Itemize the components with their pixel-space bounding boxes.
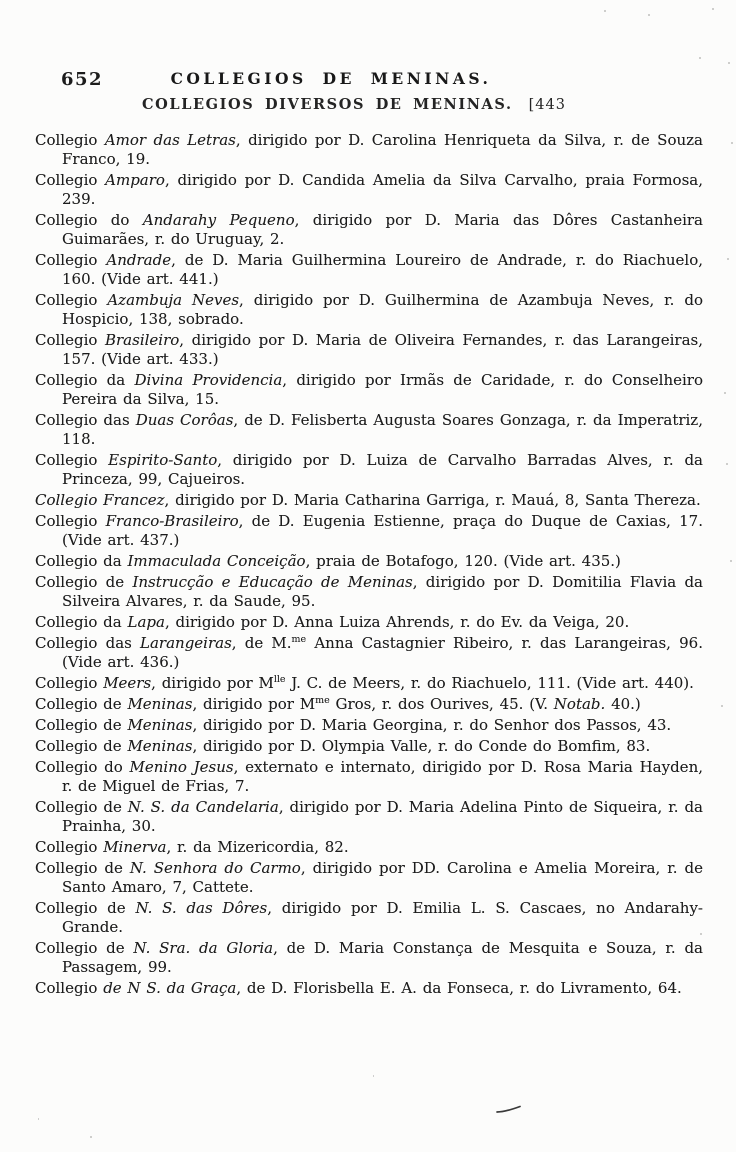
entry-text: Collegio da xyxy=(35,613,128,631)
section-heading xyxy=(0,96,722,113)
scan-speck xyxy=(726,463,728,465)
school-name: Meninas xyxy=(127,737,193,755)
school-name: Franco-Brasileiro xyxy=(105,512,239,530)
school-name: Menino Jesus xyxy=(129,758,234,776)
school-name: Brasileiro xyxy=(104,331,180,349)
directory-entry xyxy=(35,634,703,672)
directory-entry xyxy=(35,613,703,632)
entry-text: , praia de Botafogo, 120. (Vide art. 435.) xyxy=(305,552,621,570)
entry-text: Collegio da xyxy=(35,371,135,389)
entry-text: , dirigido por D. Carolina Henriqueta da Silva, r. de Souza Franco, 19. xyxy=(62,131,703,168)
entry-text: Collegio xyxy=(35,331,105,349)
directory-entry xyxy=(35,211,703,249)
entry-text: , de D. Maria Constança de Mesquita e Souza, r. da Passagem, 99. xyxy=(62,939,703,976)
entry-text: , dirigido por D. Maria Adelina Pinto de Siqueira, r. da Prainha, 30. xyxy=(62,798,703,835)
school-name: Azambuja Neves xyxy=(107,291,240,309)
entry-text: 40.) xyxy=(605,695,641,713)
entry-text: Collegio xyxy=(35,838,104,856)
scan-speck xyxy=(38,1118,39,1120)
entry-text: , de D. Felisberta Augusta Soares Gonzaga, r. da Imperatriz, 118. xyxy=(62,411,703,448)
school-name: N. S. das Dôres xyxy=(135,899,268,917)
entry-text: Collegio xyxy=(35,251,107,269)
entry-text: , dirigido por D. Candida Amelia da Silva Carvalho, praia Formosa, 239. xyxy=(62,171,703,208)
directory-entry xyxy=(35,695,703,714)
school-name: Duas Corôas xyxy=(135,411,234,429)
school-name: Meninas xyxy=(127,695,193,713)
entry-text: Collegio xyxy=(35,674,104,692)
directory-entry xyxy=(35,491,703,510)
directory-entry xyxy=(35,939,703,977)
directory-entry xyxy=(35,838,703,857)
scan-speck xyxy=(648,14,650,16)
entry-text: Collegio de xyxy=(35,939,134,957)
school-name: Larangeiras xyxy=(140,634,232,652)
directory-entry xyxy=(35,131,703,169)
scan-speck xyxy=(721,705,723,707)
entry-text: Collegio xyxy=(35,291,108,309)
scan-speck xyxy=(731,142,733,144)
scan-speck xyxy=(700,933,702,935)
entry-text: Anna Castagnier Ribeiro, r. das Larangeiras, 96. (Vide art. 436.) xyxy=(62,634,703,671)
scan-speck xyxy=(373,1075,374,1077)
entry-text: , dirigido por D. Maria Georgina, r. do Senhor dos Passos, 43. xyxy=(192,716,672,734)
entry-text: , dirigido por M xyxy=(151,674,274,692)
school-name: Meninas xyxy=(127,716,193,734)
scan-speck xyxy=(712,8,714,10)
school-name: Meers xyxy=(103,674,152,692)
entry-text: Collegio de xyxy=(35,573,133,591)
directory-entry xyxy=(35,899,703,937)
directory-entry xyxy=(35,758,703,796)
pen-dash-mark-icon xyxy=(496,1099,522,1118)
directory-entry xyxy=(35,737,703,756)
school-name: Amor das Letras xyxy=(104,131,236,149)
school-name: Notab. xyxy=(553,695,606,713)
entry-text: , dirigido por D. Guilhermina de Azambuja Neves, r. do Hospicio, 138, sobrado. xyxy=(62,291,703,328)
entry-text: Collegio do xyxy=(35,211,143,229)
scan-speck xyxy=(728,62,730,64)
directory-entry xyxy=(35,798,703,836)
entry-text: Collegio xyxy=(35,131,105,149)
entry-text: , dirigido por D. Maria das Dôres Castanheira Guimarães, r. do Uruguay, 2. xyxy=(62,211,703,248)
school-name: Instrucção e Educação de Meninas xyxy=(132,573,413,591)
entry-text: , dirigido por DD. Carolina e Amelia Moreira, r. de Santo Amaro, 7, Cattete. xyxy=(62,859,703,896)
school-name: Immaculada Conceição xyxy=(127,552,306,570)
school-name: Minerva xyxy=(103,838,167,856)
entry-text: , r. da Mizericordia, 82. xyxy=(166,838,349,856)
entry-text: Collegio do xyxy=(35,758,130,776)
entry-text: , de D. Florisbella E. A. da Fonseca, r. do Livramento, 64. xyxy=(236,979,682,997)
entry-text: , de D. Maria Guilhermina Loureiro de Andrade, r. do Riachuelo, 160. (Vide art. 441.) xyxy=(62,251,703,288)
entry-text: , externato e internato, dirigido por D. Rosa Maria Hayden, r. de Miguel de Frias, 7. xyxy=(62,758,703,795)
entry-text: Collegio xyxy=(35,512,106,530)
scan-speck xyxy=(699,57,701,59)
entry-text: , dirigido por D. Emilia L. S. Cascaes, no Andarahy-Grande. xyxy=(62,899,703,936)
entry-text: Collegio xyxy=(35,979,104,997)
directory-entry xyxy=(35,859,703,897)
scan-speck xyxy=(90,1136,92,1138)
directory-entry xyxy=(35,674,703,693)
directory-entry xyxy=(35,291,703,329)
scan-speck xyxy=(727,258,729,260)
page-number: 652 xyxy=(61,69,104,90)
school-name: Amparo xyxy=(105,171,165,189)
school-name: Lapa xyxy=(127,613,165,631)
school-name: N. Sra. da Gloria xyxy=(133,939,274,957)
entry-text: Collegio da xyxy=(35,552,128,570)
entry-text: , dirigido por Irmãs de Caridade, r. do Conselheiro Pereira da Silva, 15. xyxy=(62,371,703,408)
school-name: Andrade xyxy=(106,251,172,269)
school-name: N. S. da Candelaria xyxy=(127,798,279,816)
directory-entry xyxy=(35,331,703,369)
entry-text: Collegio de xyxy=(35,716,128,734)
scan-speck xyxy=(730,560,732,562)
entry-text: , dirigido por D. Olympia Valle, r. do Conde do Bomfim, 83. xyxy=(192,737,651,755)
school-name: Andarahy Pequeno xyxy=(142,211,295,229)
section-article-ref: [443 xyxy=(528,97,566,113)
directory-entry xyxy=(35,451,703,489)
entry-text: , dirigido por M xyxy=(192,695,316,713)
entry-text: Collegio de xyxy=(35,899,136,917)
directory-entry xyxy=(35,979,703,998)
scan-speck xyxy=(724,392,726,394)
directory-entry xyxy=(35,552,703,571)
entry-text: Collegio de xyxy=(35,859,130,877)
school-name: Espirito-Santo xyxy=(108,451,218,469)
entry-text: , de M. xyxy=(231,634,292,652)
entry-text: J. C. de Meers, r. do Riachuelo, 111. (Vide art. 440). xyxy=(285,674,694,692)
school-name: de N S. da Graça xyxy=(103,979,237,997)
entry-text: me xyxy=(315,695,330,706)
entry-text: Collegio de xyxy=(35,695,128,713)
entry-text: Collegio xyxy=(35,451,109,469)
entry-text: Collegio das xyxy=(35,634,141,652)
school-name: Collegio Francez xyxy=(35,491,165,509)
school-name: Divina Providencia xyxy=(134,371,283,389)
entry-text: Collegio de xyxy=(35,737,128,755)
directory-entry xyxy=(35,251,703,289)
directory-entry xyxy=(35,411,703,449)
directory-entry xyxy=(35,171,703,209)
entry-text: me xyxy=(291,634,307,645)
entry-text: , dirigido por D. Domitilia Flavia da Silveira Alvares, r. da Saude, 95. xyxy=(62,573,703,610)
running-head: COLLEGIOS DE MENINAS. xyxy=(170,69,492,88)
school-name: N. Senhora do Carmo xyxy=(129,859,301,877)
entry-text: Gros, r. dos Ourives, 45. (V. xyxy=(329,695,554,713)
entry-text: Collegio das xyxy=(35,411,136,429)
entry-text: , dirigido por D. Anna Luiza Ahrends, r. do Ev. da Veiga, 20. xyxy=(164,613,630,631)
entry-text: , dirigido por D. Maria Catharina Garriga, r. Mauá, 8, Santa Thereza. xyxy=(164,491,701,509)
entries xyxy=(35,131,703,1000)
directory-entry xyxy=(35,371,703,409)
section-heading-text: COLLEGIOS DIVERSOS DE MENINAS. xyxy=(142,96,513,113)
entry-text: Collegio xyxy=(35,171,106,189)
directory-entry xyxy=(35,716,703,735)
directory-entry xyxy=(35,573,703,611)
entry-text: lle xyxy=(273,674,286,685)
entry-text: , dirigido por D. Luiza de Carvalho Barradas Alves, r. da Princeza, 99, Cajueiros. xyxy=(62,451,703,488)
entry-text: Collegio de xyxy=(35,798,128,816)
directory-entry xyxy=(35,512,703,550)
entry-text: , de D. Eugenia Estienne, praça do Duque de Caxias, 17. (Vide art. 437.) xyxy=(62,512,703,549)
scan-speck xyxy=(604,10,606,12)
entry-text: , dirigido por D. Maria de Oliveira Fernandes, r. das Larangeiras, 157. (Vide art. 433.) xyxy=(62,331,703,368)
